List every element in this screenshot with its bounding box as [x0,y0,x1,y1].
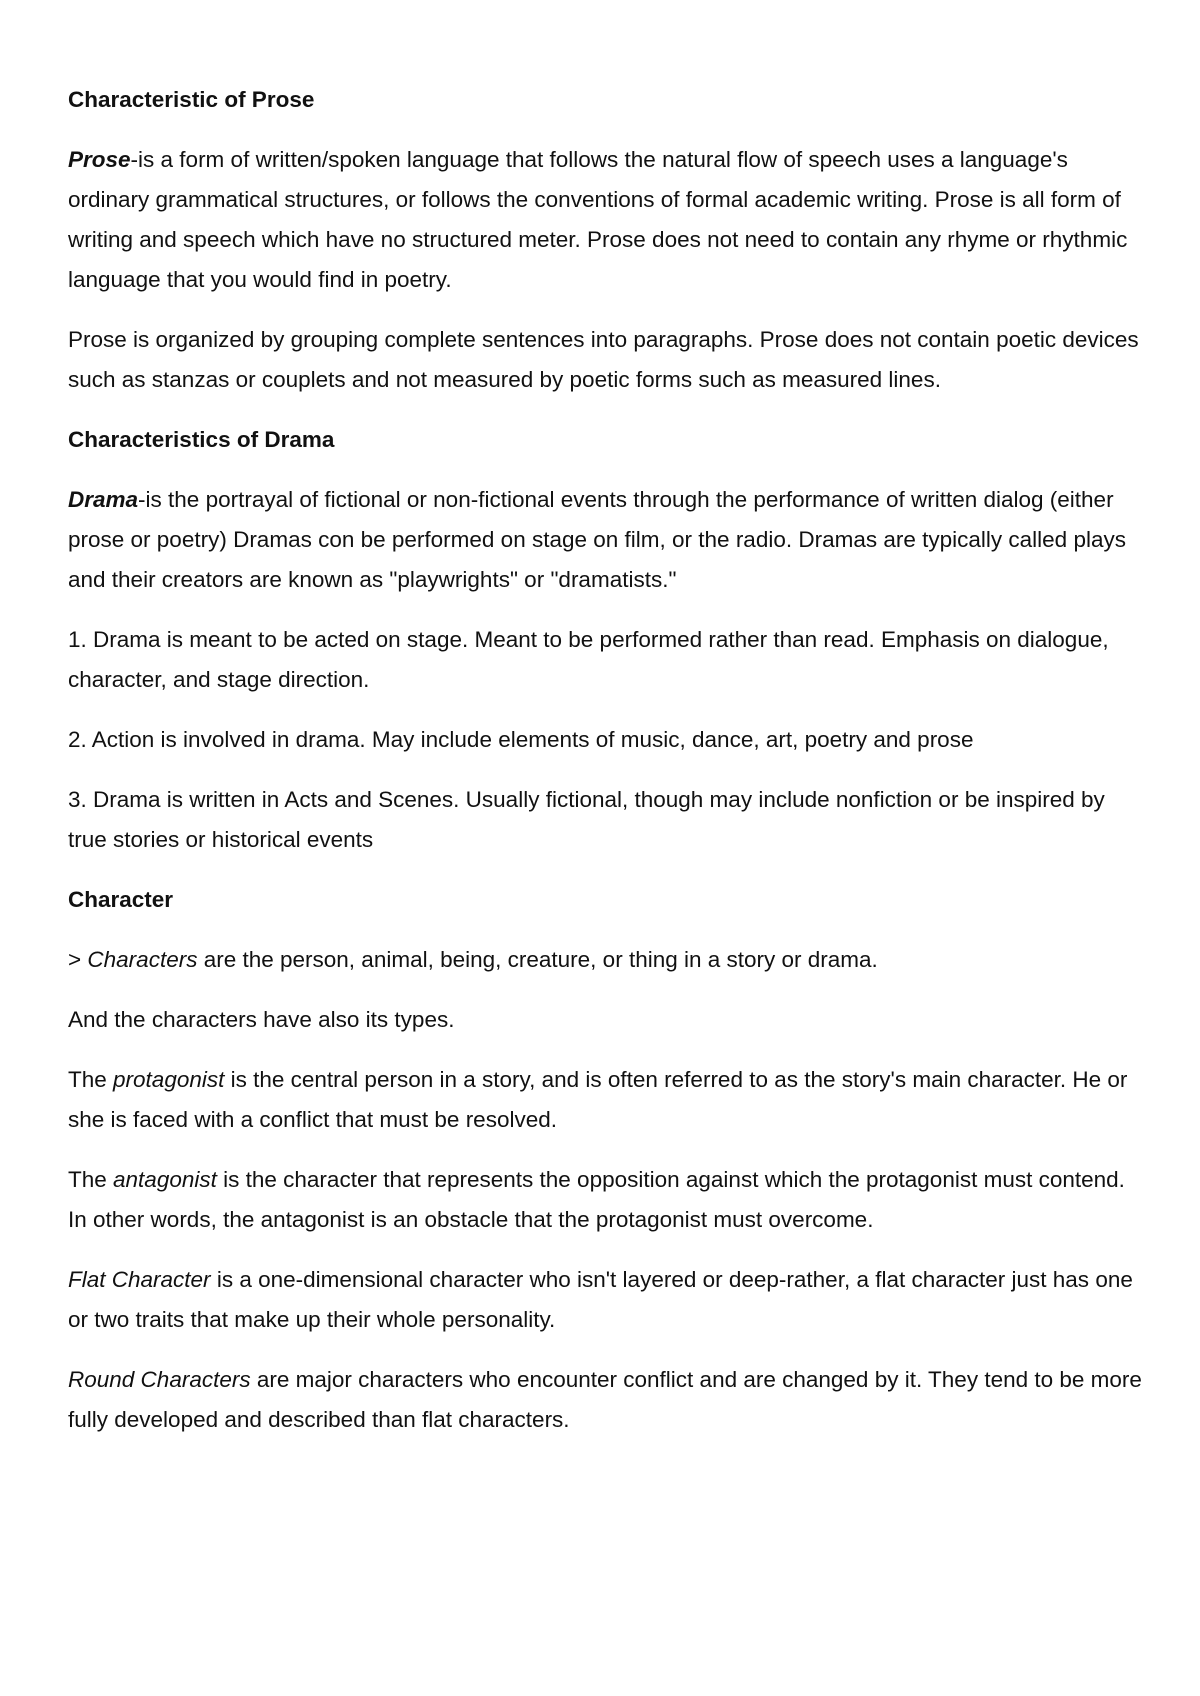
character-intro-prefix: > [68,947,88,972]
flat-character-text: is a one-dimensional character who isn't layered or deep-rather, a flat character just has one or two traits that make up their whole personality. [68,1267,1133,1332]
antagonist-paragraph [68,1160,1148,1240]
drama-definition-text: -is the portrayal of fictional or non-fictional events through the performance of written dialog (either prose or poetry) Dramas con be performed on stage on film, or the radio. Dramas are typically called plays and their creators are known as "playwrights" or "dramatists." [68,487,1126,592]
character-types-paragraph: And the characters have also its types. [68,1007,455,1032]
document-body [68,80,1148,1460]
round-character-term: Round Characters [68,1367,251,1392]
drama-heading: Characteristics of Drama [68,427,335,452]
drama-definition-paragraph [68,480,1148,600]
protagonist-term: protagonist [113,1067,225,1092]
protagonist-paragraph [68,1060,1148,1140]
character-intro-term: Characters [87,947,198,972]
antagonist-text: is the character that represents the opposition against which the protagonist must contend. In other words, the antagonist is an obstacle that the protagonist must overcome. [68,1167,1125,1232]
round-character-paragraph [68,1360,1148,1440]
prose-term: Prose [68,147,131,172]
round-character-text: are major characters who encounter conflict and are changed by it. They tend to be more fully developed and described than flat characters. [68,1367,1142,1432]
drama-point-2: 2. Action is involved in drama. May include elements of music, dance, art, poetry and prose [68,727,974,752]
flat-character-term: Flat Character [68,1267,211,1292]
drama-term: Drama [68,487,139,512]
flat-character-paragraph [68,1260,1148,1340]
drama-point-1: 1. Drama is meant to be acted on stage. Meant to be performed rather than read. Emphasis on dialogue, character, and stage direction. [68,627,1109,692]
protagonist-text: is the central person in a story, and is often referred to as the story's main character. He or she is faced with a conflict that must be resolved. [68,1067,1128,1132]
prose-organization-paragraph: Prose is organized by grouping complete sentences into paragraphs. Prose does not contain poetic devices such as stanzas or couplets and not measured by poetic forms such as measured lines. [68,327,1139,392]
antagonist-term: antagonist [113,1167,217,1192]
character-intro-text: are the person, animal, being, creature, or thing in a story or drama. [197,947,878,972]
prose-heading: Characteristic of Prose [68,87,315,112]
prose-definition-text: -is a form of written/spoken language that follows the natural flow of speech uses a language's ordinary grammatical structures, or follows the conventions of formal academic writing. Prose is all form of writing and speech which have no structured meter. Prose does not need to contain any rhyme or rhythmic language that you would find in poetry. [68,147,1128,292]
protagonist-prefix: The [68,1067,114,1092]
drama-point-3: 3. Drama is written in Acts and Scenes. Usually fictional, though may include nonfiction or be inspired by true stories or historical events [68,787,1105,852]
prose-definition-paragraph [68,140,1148,300]
character-heading: Character [68,887,174,912]
character-intro-paragraph [68,940,1148,980]
antagonist-prefix: The [68,1167,114,1192]
